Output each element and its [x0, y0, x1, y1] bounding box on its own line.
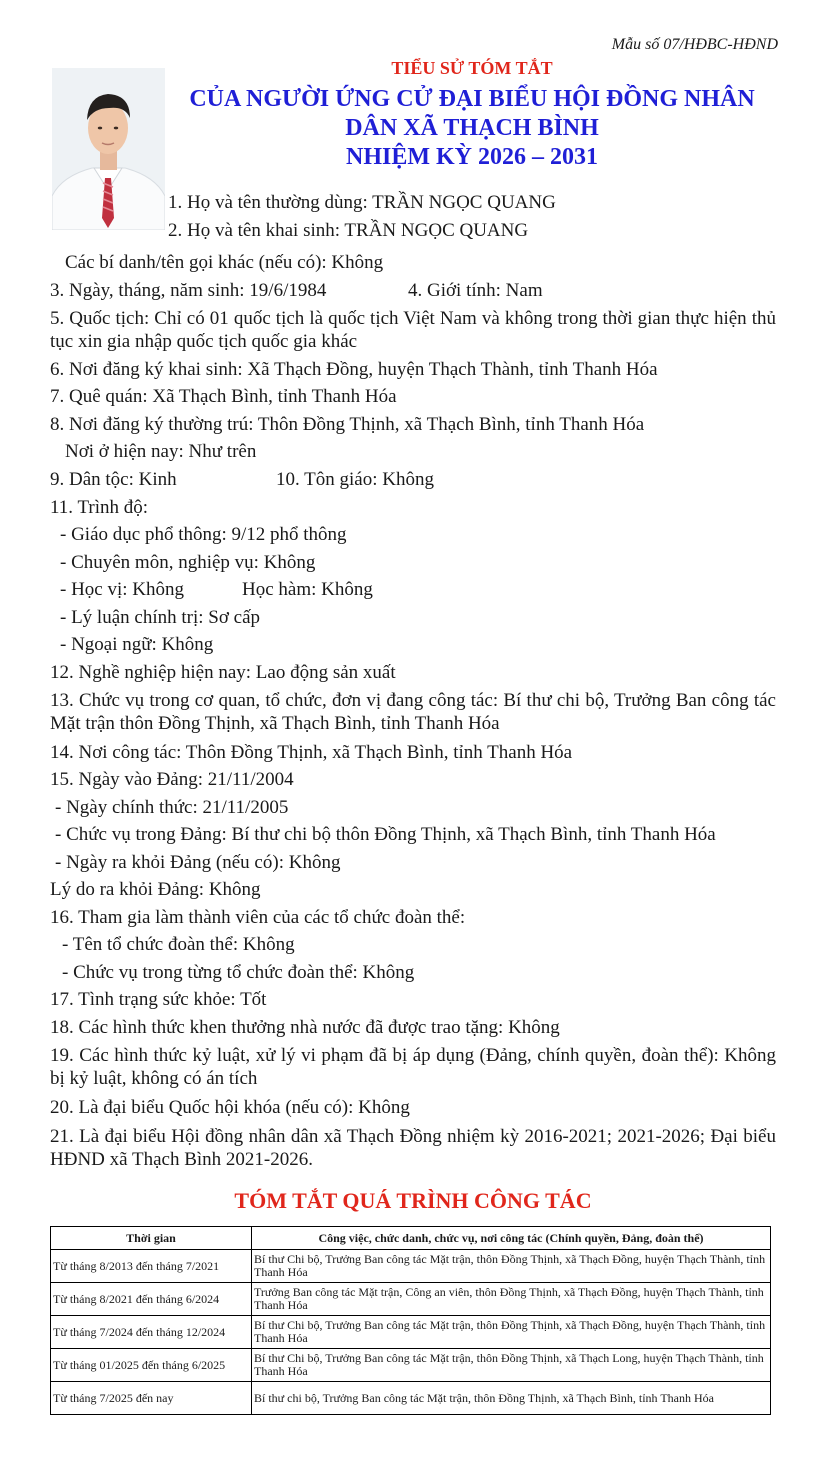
bio-permanent-residence: 8. Nơi đăng ký thường trú: Thôn Đồng Thịnh, xã Thạch Bình, tỉnh Thanh Hóa: [50, 414, 645, 435]
bio-awards: 18. Các hình thức khen thưởng nhà nước đã được trao tặng: Không: [50, 1017, 560, 1038]
portrait-image: [52, 68, 165, 230]
bio-health: 17. Tình trạng sức khỏe: Tốt: [50, 989, 267, 1010]
document-subtitle: TIỂU SỬ TÓM TẮT: [391, 58, 553, 78]
bio-party-join-date: 15. Ngày vào Đảng: 21/11/2004: [50, 769, 294, 790]
bio-nationality: 5. Quốc tịch: Chỉ có 01 quốc tịch là quốc tịch Việt Nam và không trong thời gian thực hiện thủ tục xin gia nhập quốc tịch quốc gia khác: [50, 308, 776, 352]
cell-position: Bí thư Chi bộ, Trưởng Ban công tác Mặt trận, thôn Đồng Thịnh, xã Thạch Đồng, huyện Thạch Thành, tỉnh Thanh Hóa: [252, 1316, 771, 1349]
bio-party-leave-date: - Ngày ra khỏi Đảng (nếu có): Không: [55, 852, 341, 873]
column-header-position: Công việc, chức danh, chức vụ, nơi công tác (Chính quyền, Đảng, đoàn thể): [252, 1227, 771, 1250]
bio-general-education: - Giáo dục phổ thông: 9/12 phổ thông: [60, 524, 347, 545]
table-row: [51, 1316, 771, 1349]
bio-party-official-date: - Ngày chính thức: 21/11/2005: [55, 797, 289, 818]
bio-foreign-language: - Ngoại ngữ: Không: [60, 634, 214, 655]
cell-position: Bí thư chi bộ, Trưởng Ban công tác Mặt trận, thôn Đồng Thịnh, xã Thạch Bình, tỉnh Thanh Hóa: [252, 1382, 771, 1415]
bio-gender: 4. Giới tính: Nam: [408, 280, 543, 301]
form-number: Mẫu số 07/HĐBC-HĐND: [611, 36, 778, 53]
bio-position: 13. Chức vụ trong cơ quan, tổ chức, đơn vị đang công tác: Bí thư chi bộ, Trưởng Ban công tác Mặt trận thôn Đồng Thịnh, xã Thạch Bình, tỉnh Thanh Hóa: [50, 690, 776, 734]
work-history-title: TÓM TẮT QUÁ TRÌNH CÔNG TÁC: [234, 1188, 592, 1213]
bio-birth-registration: 6. Nơi đăng ký khai sinh: Xã Thạch Đồng, huyện Thạch Thành, tỉnh Thanh Hóa: [50, 359, 658, 380]
bio-political-theory: - Lý luận chính trị: Sơ cấp: [60, 607, 261, 628]
bio-organizations-heading: 16. Tham gia làm thành viên của các tổ chức đoàn thể:: [50, 907, 466, 928]
table-row: [51, 1250, 771, 1283]
column-header-period: Thời gian: [51, 1227, 252, 1250]
cell-period: Từ tháng 8/2021 đến tháng 6/2024: [51, 1283, 252, 1316]
bio-hometown: 7. Quê quán: Xã Thạch Bình, tỉnh Thanh Hóa: [50, 386, 397, 407]
bio-religion: 10. Tôn giáo: Không: [276, 469, 434, 490]
bio-council-delegate: 21. Là đại biểu Hội đồng nhân dân xã Thạch Đồng nhiệm kỳ 2016-2021; 2021-2026; Đại biểu HĐND xã Thạch Bình 2021-2026.: [50, 1126, 776, 1170]
bio-workplace: 14. Nơi công tác: Thôn Đồng Thịnh, xã Thạch Bình, tỉnh Thanh Hóa: [50, 742, 573, 763]
bio-birth-name: 2. Họ và tên khai sinh: TRẦN NGỌC QUANG: [168, 220, 529, 241]
document-title-line-1: CỦA NGƯỜI ỨNG CỬ ĐẠI BIỂU HỘI ĐỒNG NHÂN: [189, 86, 755, 112]
cell-position: Bí thư Chi bộ, Trưởng Ban công tác Mặt trận, thôn Đồng Thịnh, xã Thạch Long, huyện Thạch Thành, tỉnh Thanh Hóa: [252, 1349, 771, 1382]
bio-national-assembly: 20. Là đại biểu Quốc hội khóa (nếu có): Không: [50, 1097, 410, 1118]
bio-ethnicity: 9. Dân tộc: Kinh: [50, 469, 177, 490]
bio-party-position: - Chức vụ trong Đảng: Bí thư chi bộ thôn Đồng Thịnh, xã Thạch Bình, tỉnh Thanh Hóa: [55, 824, 716, 845]
cell-position: Trưởng Ban công tác Mặt trận, Công an viên, thôn Đồng Thịnh, xã Thạch Đồng, huyện Thạch Thành, tỉnh Thanh Hóa: [252, 1283, 771, 1316]
bio-professional-qualification: - Chuyên môn, nghiệp vụ: Không: [60, 552, 316, 573]
bio-organization-position: - Chức vụ trong từng tổ chức đoàn thể: Không: [62, 962, 415, 983]
cell-period: Từ tháng 01/2025 đến tháng 6/2025: [51, 1349, 252, 1382]
bio-academic-title: Học hàm: Không: [242, 579, 373, 600]
bio-occupation: 12. Nghề nghiệp hiện nay: Lao động sản xuất: [50, 662, 396, 683]
portrait-photo: [52, 68, 165, 230]
bio-party-leave-reason: Lý do ra khỏi Đảng: Không: [50, 879, 261, 900]
bio-birth-date: 3. Ngày, tháng, năm sinh: 19/6/1984: [50, 280, 327, 301]
table-row: [51, 1382, 771, 1415]
bio-organization-name: - Tên tổ chức đoàn thể: Không: [62, 934, 295, 955]
cell-position: Bí thư Chi bộ, Trưởng Ban công tác Mặt trận, thôn Đồng Thịnh, xã Thạch Đồng, huyện Thạch Thành, tỉnh Thanh Hóa: [252, 1250, 771, 1283]
table-header-row: [51, 1227, 771, 1250]
cell-period: Từ tháng 7/2024 đến tháng 12/2024: [51, 1316, 252, 1349]
bio-degree: - Học vị: Không: [60, 579, 185, 600]
cell-period: Từ tháng 7/2025 đến nay: [51, 1382, 252, 1415]
bio-current-residence: Nơi ở hiện nay: Như trên: [65, 441, 257, 462]
table-row: [51, 1283, 771, 1316]
document-title-line-2: DÂN XÃ THẠCH BÌNH: [345, 115, 599, 141]
bio-education-heading: 11. Trình độ:: [50, 497, 149, 518]
work-history-table: [50, 1226, 771, 1415]
document-title-line-3: NHIỆM KỲ 2026 – 2031: [346, 144, 598, 170]
table-row: [51, 1349, 771, 1382]
cell-period: Từ tháng 8/2013 đến tháng 7/2021: [51, 1250, 252, 1283]
bio-aliases: Các bí danh/tên gọi khác (nếu có): Không: [65, 252, 384, 273]
bio-discipline: 19. Các hình thức kỷ luật, xử lý vi phạm đã bị áp dụng (Đảng, chính quyền, đoàn thể): Không bị kỷ luật, không có án tích: [50, 1045, 776, 1089]
bio-common-name: 1. Họ và tên thường dùng: TRẦN NGỌC QUANG: [168, 192, 556, 213]
